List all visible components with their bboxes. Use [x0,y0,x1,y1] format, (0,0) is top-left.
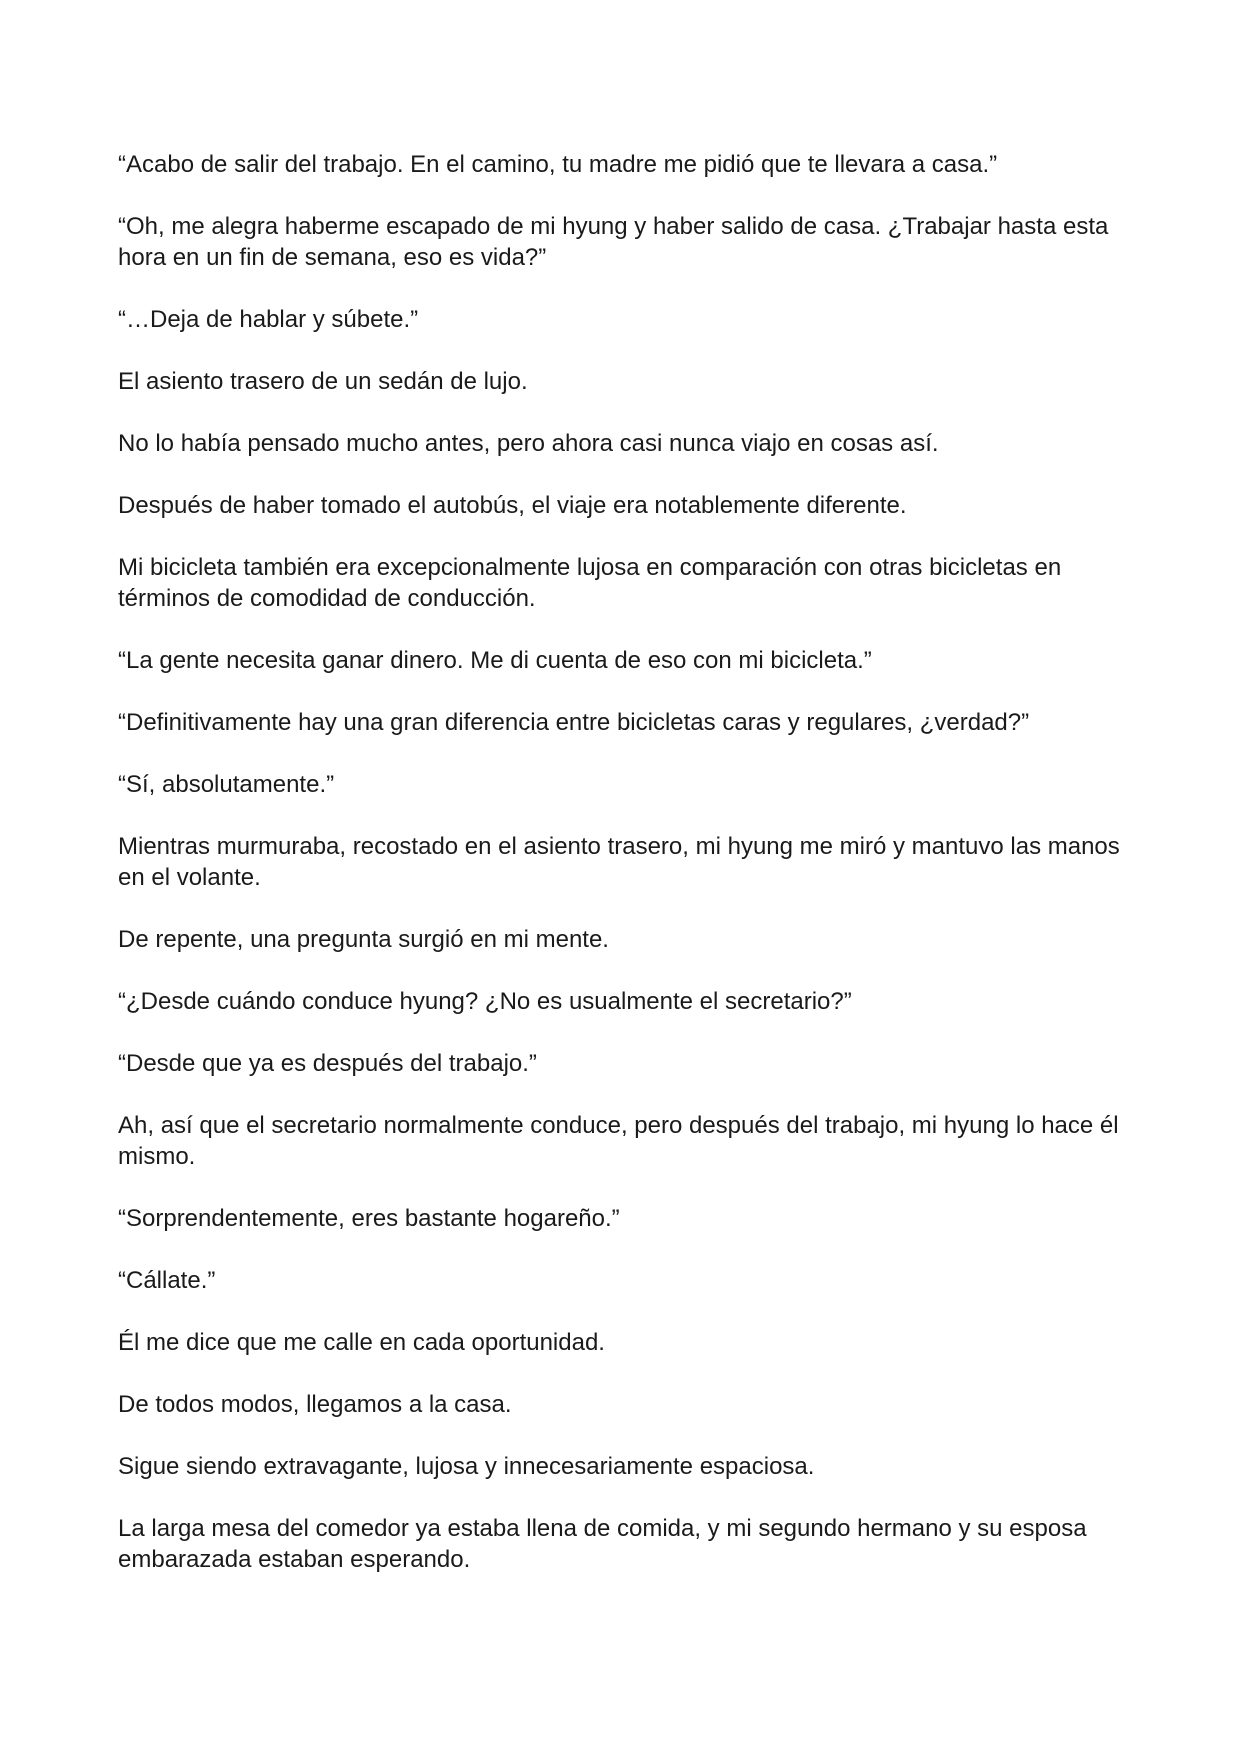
paragraph: “Cállate.” [118,1267,216,1294]
paragraph: “Oh, me alegra haberme escapado de mi hyung y haber salido de casa. ¿Trabajar hasta esta hora en un fin de semana, eso es vida?” [118,213,1109,271]
paragraph: Después de haber tomado el autobús, el viaje era notablemente diferente. [118,492,907,519]
paragraph: De todos modos, llegamos a la casa. [118,1391,512,1418]
paragraph: La larga mesa del comedor ya estaba llena de comida, y mi segundo hermano y su esposa embarazada estaban esperando. [118,1515,1087,1573]
paragraph: “Sorprendentemente, eres bastante hogareño.” [118,1205,620,1232]
paragraph: “¿Desde cuándo conduce hyung? ¿No es usualmente el secretario?” [118,988,852,1015]
paragraph: Mientras murmuraba, recostado en el asiento trasero, mi hyung me miró y mantuvo las manos en el volante. [118,833,1120,891]
paragraph: Sigue siendo extravagante, lujosa y innecesariamente espaciosa. [118,1453,815,1480]
paragraph: Mi bicicleta también era excepcionalmente lujosa en comparación con otras bicicletas en términos de comodidad de conducción. [118,554,1062,612]
document-body [118,149,1128,1575]
paragraph: Él me dice que me calle en cada oportunidad. [118,1329,605,1356]
paragraph: “Desde que ya es después del trabajo.” [118,1050,537,1077]
paragraph: “Acabo de salir del trabajo. En el camino, tu madre me pidió que te llevara a casa.” [118,151,998,178]
paragraph: El asiento trasero de un sedán de lujo. [118,368,528,395]
paragraph: No lo había pensado mucho antes, pero ahora casi nunca viajo en cosas así. [118,430,939,457]
paragraph: De repente, una pregunta surgió en mi mente. [118,926,609,953]
paragraph: “Sí, absolutamente.” [118,771,335,798]
paragraph: Ah, así que el secretario normalmente conduce, pero después del trabajo, mi hyung lo hace él mismo. [118,1112,1119,1170]
paragraph: “Definitivamente hay una gran diferencia entre bicicletas caras y regulares, ¿verdad?” [118,709,1030,736]
paragraph: “…Deja de hablar y súbete.” [118,306,419,333]
paragraph: “La gente necesita ganar dinero. Me di cuenta de eso con mi bicicleta.” [118,647,872,674]
